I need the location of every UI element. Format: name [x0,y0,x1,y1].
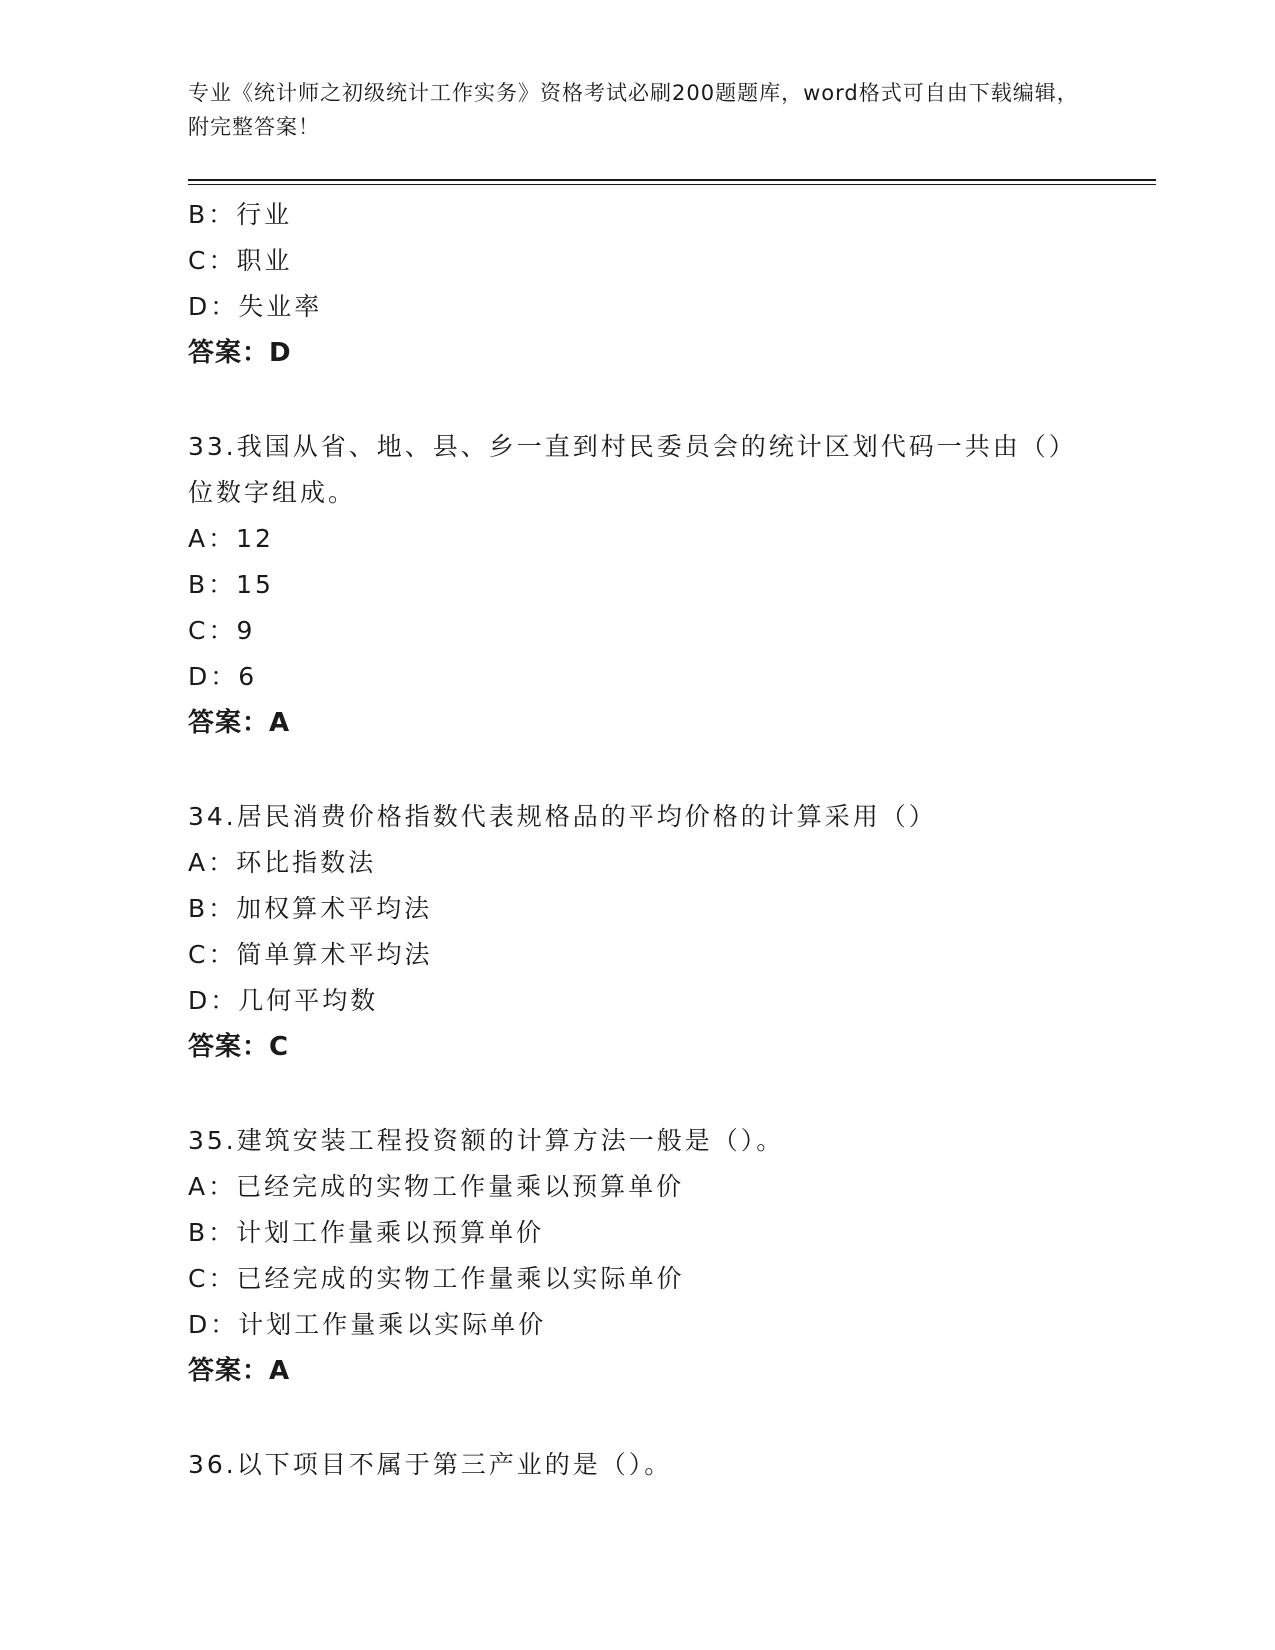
option-d: D：6 [188,662,258,691]
option-d: D：失业率 [188,292,323,321]
option-d: D：几何平均数 [188,986,379,1015]
header-rule-thick [188,179,1156,181]
answer-line: 答案：A [188,708,291,738]
option-b: B：计划工作量乘以预算单价 [188,1218,545,1247]
option-c: C：9 [188,616,256,645]
option-c: C：简单算术平均法 [188,940,433,969]
question-content [188,192,1128,1488]
header-rule-thin [188,184,1156,185]
question-stem: 34.居民消费价格指数代表规格品的平均价格的计算采用（） [188,802,937,831]
option-a: A：已经完成的实物工作量乘以预算单价 [188,1172,685,1201]
answer-line: 答案：D [188,338,292,368]
option-a: A：环比指数法 [188,848,377,877]
option-b: B：行业 [188,200,293,229]
option-d: D：计划工作量乘以实际单价 [188,1310,547,1339]
option-a: A：12 [188,524,274,553]
option-c: C：职业 [188,246,293,275]
answer-line: 答案：A [188,1356,291,1386]
option-b: B：15 [188,570,274,599]
option-b: B：加权算术平均法 [188,894,433,923]
question-stem: 33.我国从省、地、县、乡一直到村民委员会的统计区划代码一共由（）位数字组成。 [188,432,1077,507]
document-header: 专业《统计师之初级统计工作实务》资格考试必刷200题题库，word格式可自由下载编辑，附完整答案！ [188,81,1079,139]
question-stem: 35.建筑安装工程投资额的计算方法一般是（）。 [188,1126,785,1155]
answer-line: 答案：C [188,1032,290,1062]
question-stem: 36.以下项目不属于第三产业的是（）。 [188,1450,673,1479]
option-c: C：已经完成的实物工作量乘以实际单价 [188,1264,685,1293]
